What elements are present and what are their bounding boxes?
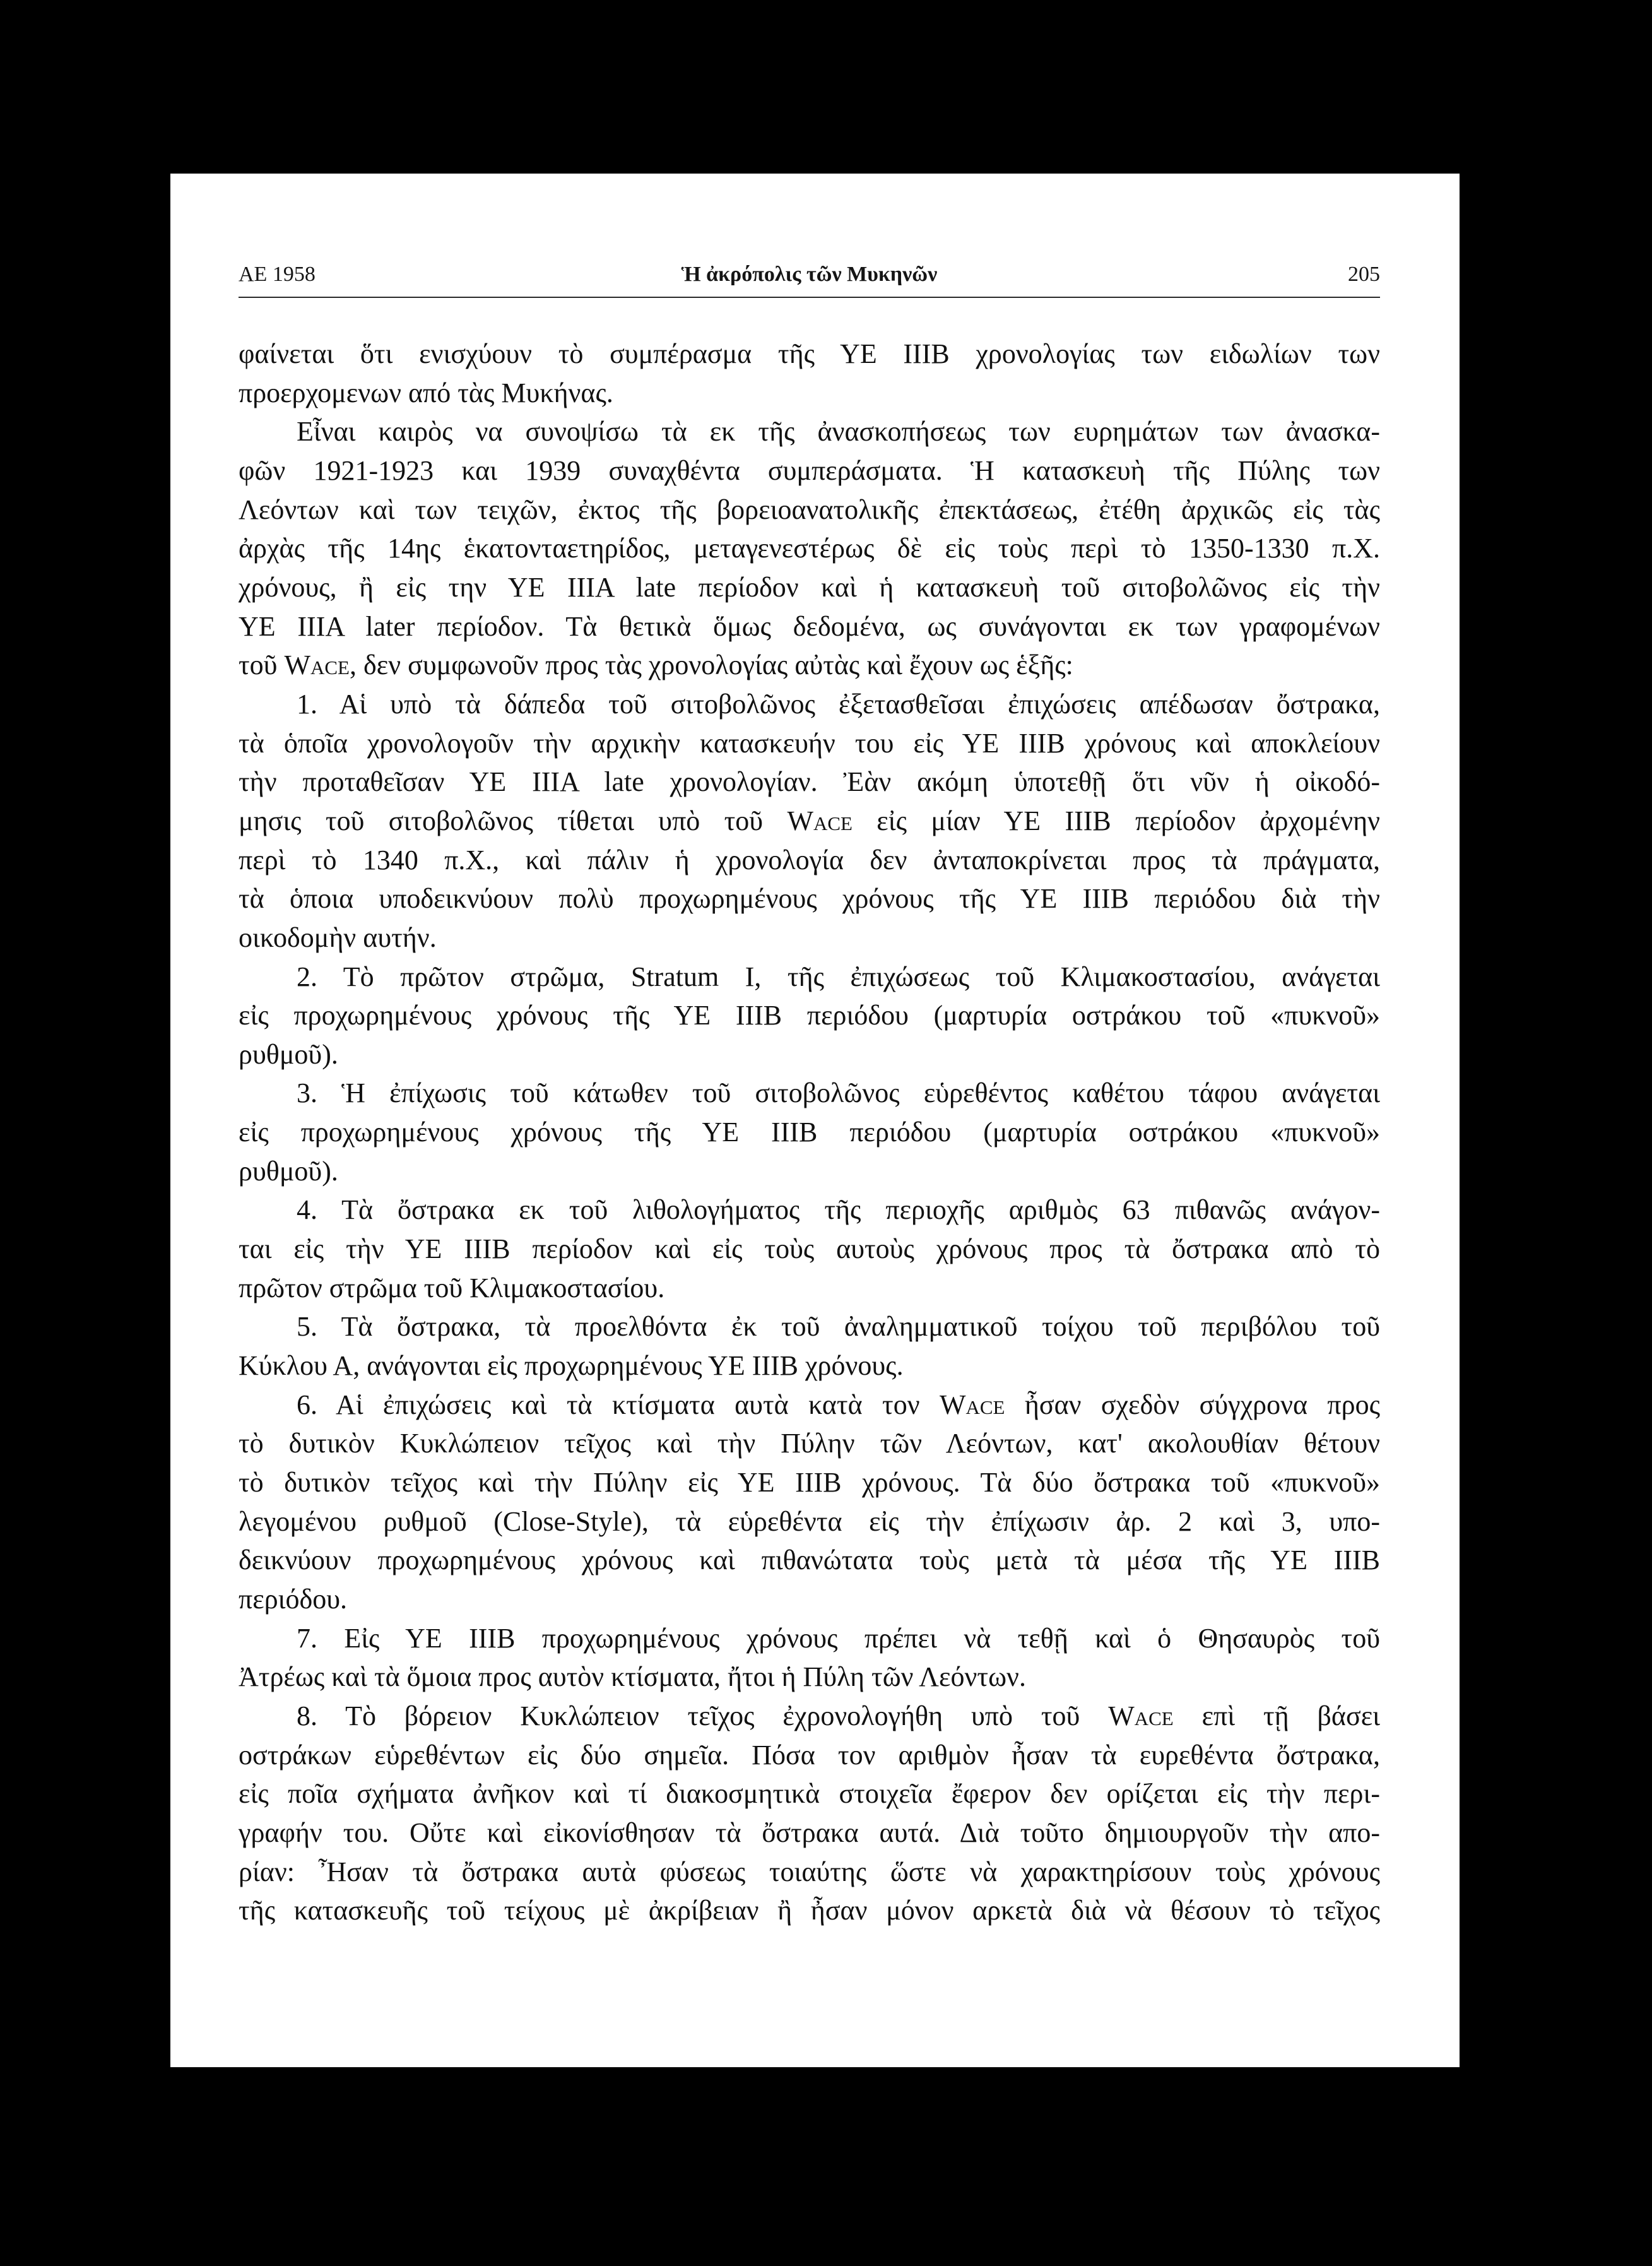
text-line: χρόνους, ἢ εἰς την ΥΕ ΙΙΙΑ late περίοδον καὶ ἡ κατασκευὴ τοῦ σιτοβολῶνος εἰς τὴν — [239, 571, 1380, 603]
text-line: ρίαν: Ἦσαν τὰ ὄστρακα αυτὰ φύσεως τοιαύτης ὥστε νὰ χαρακτηρίσουν τοὺς χρόνους — [239, 1856, 1380, 1887]
journal-year: ΑΕ 1958 — [239, 263, 316, 286]
text-line: περιόδου. — [239, 1584, 348, 1615]
text-line — [239, 646, 1380, 685]
text-line: οστράκων εὑρεθέντων εἰς δύο σημεῖα. Πόσα τον αριθμὸν ἦσαν τὰ ευρεθέντα ὄστρακα, — [239, 1739, 1380, 1771]
text-line: οικοδομὴν αυτήν. — [239, 922, 437, 953]
text-line: ΥΕ ΙΙΙΑ later περίοδον. Τὰ θετικὰ ὅμως δεδομένα, ως συνάγονται εκ των γραφομένων — [239, 610, 1380, 642]
text-line — [239, 802, 1380, 841]
author-name: Wace — [284, 650, 350, 681]
author-name: Wace — [787, 805, 853, 836]
author-name: Wace — [1108, 1700, 1174, 1731]
text-line: τὸ δυτικὸν Κυκλώπειον τεῖχος καὶ τὴν Πύλην τῶν Λεόντων, κατ' ακολουθίαν θέτουν — [239, 1428, 1380, 1459]
paragraph-first-line: 1. Αἱ υπὸ τὰ δάπεδα τοῦ σιτοβολῶνος ἐξετασθεῖσαι ἐπιχώσεις απέδωσαν ὄστρακα, — [297, 688, 1380, 720]
text-line: πρῶτον στρῶμα τοῦ Κλιμακοστασίου. — [239, 1272, 665, 1303]
paragraph-first-line: 2. Τὸ πρῶτον στρῶμα, Stratum I, τῆς ἐπιχώσεως τοῦ Κλιμακοστασίου, ανάγεται — [297, 961, 1380, 992]
text-line: ρυθμοῦ). — [239, 1155, 338, 1187]
text-segment: τοῦ — [239, 650, 285, 681]
text-segment: 8. Τὸ βόρειον Κυκλώπειον τεῖχος ἐχρονολογήθη υπὸ τοῦ — [297, 1700, 1109, 1731]
text-line: γραφήν του. Οὔτε καὶ εἰκονίσθησαν τὰ ὄστρακα αυτά. Διὰ τοῦτο δημιουργοῦν τὴν απο- — [239, 1817, 1380, 1848]
text-line: ται εἰς τὴν ΥΕ ΙΙΙΒ περίοδον καὶ εἰς τοὺς αυτοὺς χρόνους προς τὰ ὄστρακα απὸ τὸ — [239, 1233, 1380, 1265]
text-line: τῆς κατασκευῆς τοῦ τείχους μὲ ἀκρίβειαν ἢ ἦσαν μόνον αρκετὰ διὰ νὰ θέσουν τὸ τεῖχος — [239, 1895, 1380, 1926]
paragraph-first-line: 5. Τὰ ὄστρακα, τὰ προελθόντα ἐκ τοῦ ἀναλημματικοῦ τοίχου τοῦ περιβόλου τοῦ — [297, 1311, 1380, 1343]
text-line: φῶν 1921-1923 και 1939 συναχθέντα συμπεράσματα. Ἡ κατασκευὴ τῆς Πύλης των — [239, 454, 1380, 486]
running-title: Ἡ ἀκρόπολις τῶν Μυκηνῶν — [681, 263, 938, 286]
text-line: προερχομενων από τὰς Μυκήνας. — [239, 377, 613, 408]
text-line: φαίνεται ὅτι ενισχύουν τὸ συμπέρασμα τῆς ΥΕ ΙΙΙΒ χρονολογίας των ειδωλίων των — [239, 338, 1380, 369]
page-number: 205 — [1348, 263, 1380, 286]
text-line: Κύκλου Α, ανάγονται εἰς προχωρημένους ΥΕ ΙΙΙΒ χρόνους. — [239, 1350, 904, 1382]
text-line: Λεόντων καὶ των τειχῶν, ἐκτος τῆς βορειοανατολικῆς ἐπεκτάσεως, ἐτέθη ἀρχικῶς εἰς τὰς — [239, 494, 1380, 525]
text-line: ρυθμοῦ). — [239, 1038, 338, 1070]
paragraph-first-line: 7. Εἰς ΥΕ ΙΙΙΒ προχωρημένους χρόνους πρέπει νὰ τεθῇ καὶ ὁ Θησαυρὸς τοῦ — [297, 1622, 1380, 1654]
paragraph-first-line: 3. Ἡ ἐπίχωσις τοῦ κάτωθεν τοῦ σιτοβολῶνος εὑρεθέντος καθέτου τάφου ανάγεται — [297, 1077, 1380, 1109]
text-segment: εἰς μίαν ΥΕ ΙΙΙΒ περίοδον ἀρχομένην — [852, 805, 1380, 836]
text-segment: 6. Αἱ ἐπιχώσεις καὶ τὰ κτίσματα αυτὰ κατὰ τον — [297, 1389, 940, 1420]
text-line: τὴν προταθεῖσαν ΥΕ ΙΙΙΑ late χρονολογίαν. Ἐὰν ακόμη ὑποτεθῇ ὅτι νῦν ἡ οἰκοδό- — [239, 766, 1380, 798]
text-line: εἰς προχωρημένους χρόνους τῆς ΥΕ ΙΙΙΒ περιόδου (μαρτυρία οστράκου «πυκνοῦ» — [239, 1117, 1380, 1148]
running-head — [239, 259, 1380, 290]
text-line: περὶ τὸ 1340 π.Χ., καὶ πάλιν ἡ χρονολογία δεν ἀνταποκρίνεται προς τὰ πράγματα, — [239, 844, 1380, 875]
paragraph-first-line: Εἶναι καιρὸς να συνοψίσω τὰ εκ τῆς ἀνασκοπήσεως των ευρημάτων των ἀνασκα- — [297, 416, 1380, 448]
text-line: εἰς προχωρημένους χρόνους τῆς ΥΕ ΙΙΙΒ περιόδου (μαρτυρία οστράκου τοῦ «πυκνοῦ» — [239, 1000, 1380, 1031]
text-segment: επὶ τῇ βάσει — [1173, 1700, 1381, 1731]
text-line: ἀρχὰς τῆς 14ης ἑκατονταετηρίδος, μεταγενεστέρως δὲ εἰς τοὺς περὶ τὸ 1350-1330 π.Χ. — [239, 533, 1380, 564]
text-segment: , δεν συμφωνοῦν προς τὰς χρονολογίας αὐτὰς καὶ ἔχουν ως ἑξῆς: — [350, 650, 1073, 681]
text-segment: ἦσαν σχεδὸν σύγχρονα προς — [1005, 1389, 1380, 1420]
text-line: δεικνύουν προχωρημένους χρόνους καὶ πιθανώτατα τοὺς μετὰ τὰ μέσα τῆς ΥΕ ΙΙΙΒ — [239, 1545, 1380, 1576]
header-rule — [239, 297, 1380, 298]
paragraph-first-line — [239, 1697, 1380, 1736]
text-line: τὰ ὁποια υποδεικνύουν πολὺ προχωρημένους χρόνους τῆς ΥΕ ΙΙΙΒ περιόδου διὰ τὴν — [239, 883, 1380, 915]
text-segment: μησις τοῦ σιτοβολῶνος τίθεται υπὸ τοῦ — [239, 805, 788, 836]
paragraph-first-line: 4. Τὰ ὄστρακα εκ τοῦ λιθολογήματος τῆς περιοχῆς αριθμὸς 63 πιθανῶς ανάγον- — [297, 1194, 1380, 1226]
text-line: εἰς ποῖα σχήματα ἀνῆκον καὶ τί διακοσμητικὰ στοιχεῖα ἔφερον δεν ορίζεται εἰς τὴν περι- — [239, 1778, 1380, 1810]
body-text — [239, 335, 1380, 1930]
text-line: λεγομένου ρυθμοῦ (Close-Style), τὰ εὑρεθέντα εἰς τὴν ἐπίχωσιν ἀρ. 2 καὶ 3, υπο- — [239, 1505, 1380, 1537]
text-line: τὰ ὁποῖα χρονολογοῦν τὴν αρχικὴν κατασκευήν του εἰς ΥΕ ΙΙΙΒ χρόνους καὶ αποκλείουν — [239, 727, 1380, 759]
author-name: Wace — [939, 1389, 1005, 1420]
text-line: Ἀτρέως καὶ τὰ ὅμοια προς αυτὸν κτίσματα, ἤτοι ἡ Πύλη τῶν Λεόντων. — [239, 1661, 1026, 1693]
paragraph-first-line — [239, 1385, 1380, 1425]
page-sheet — [170, 174, 1460, 2067]
text-line: τὸ δυτικὸν τεῖχος καὶ τὴν Πύλην εἰς ΥΕ ΙΙΙΒ χρόνους. Τὰ δύο ὄστρακα τοῦ «πυκνοῦ» — [239, 1467, 1380, 1498]
